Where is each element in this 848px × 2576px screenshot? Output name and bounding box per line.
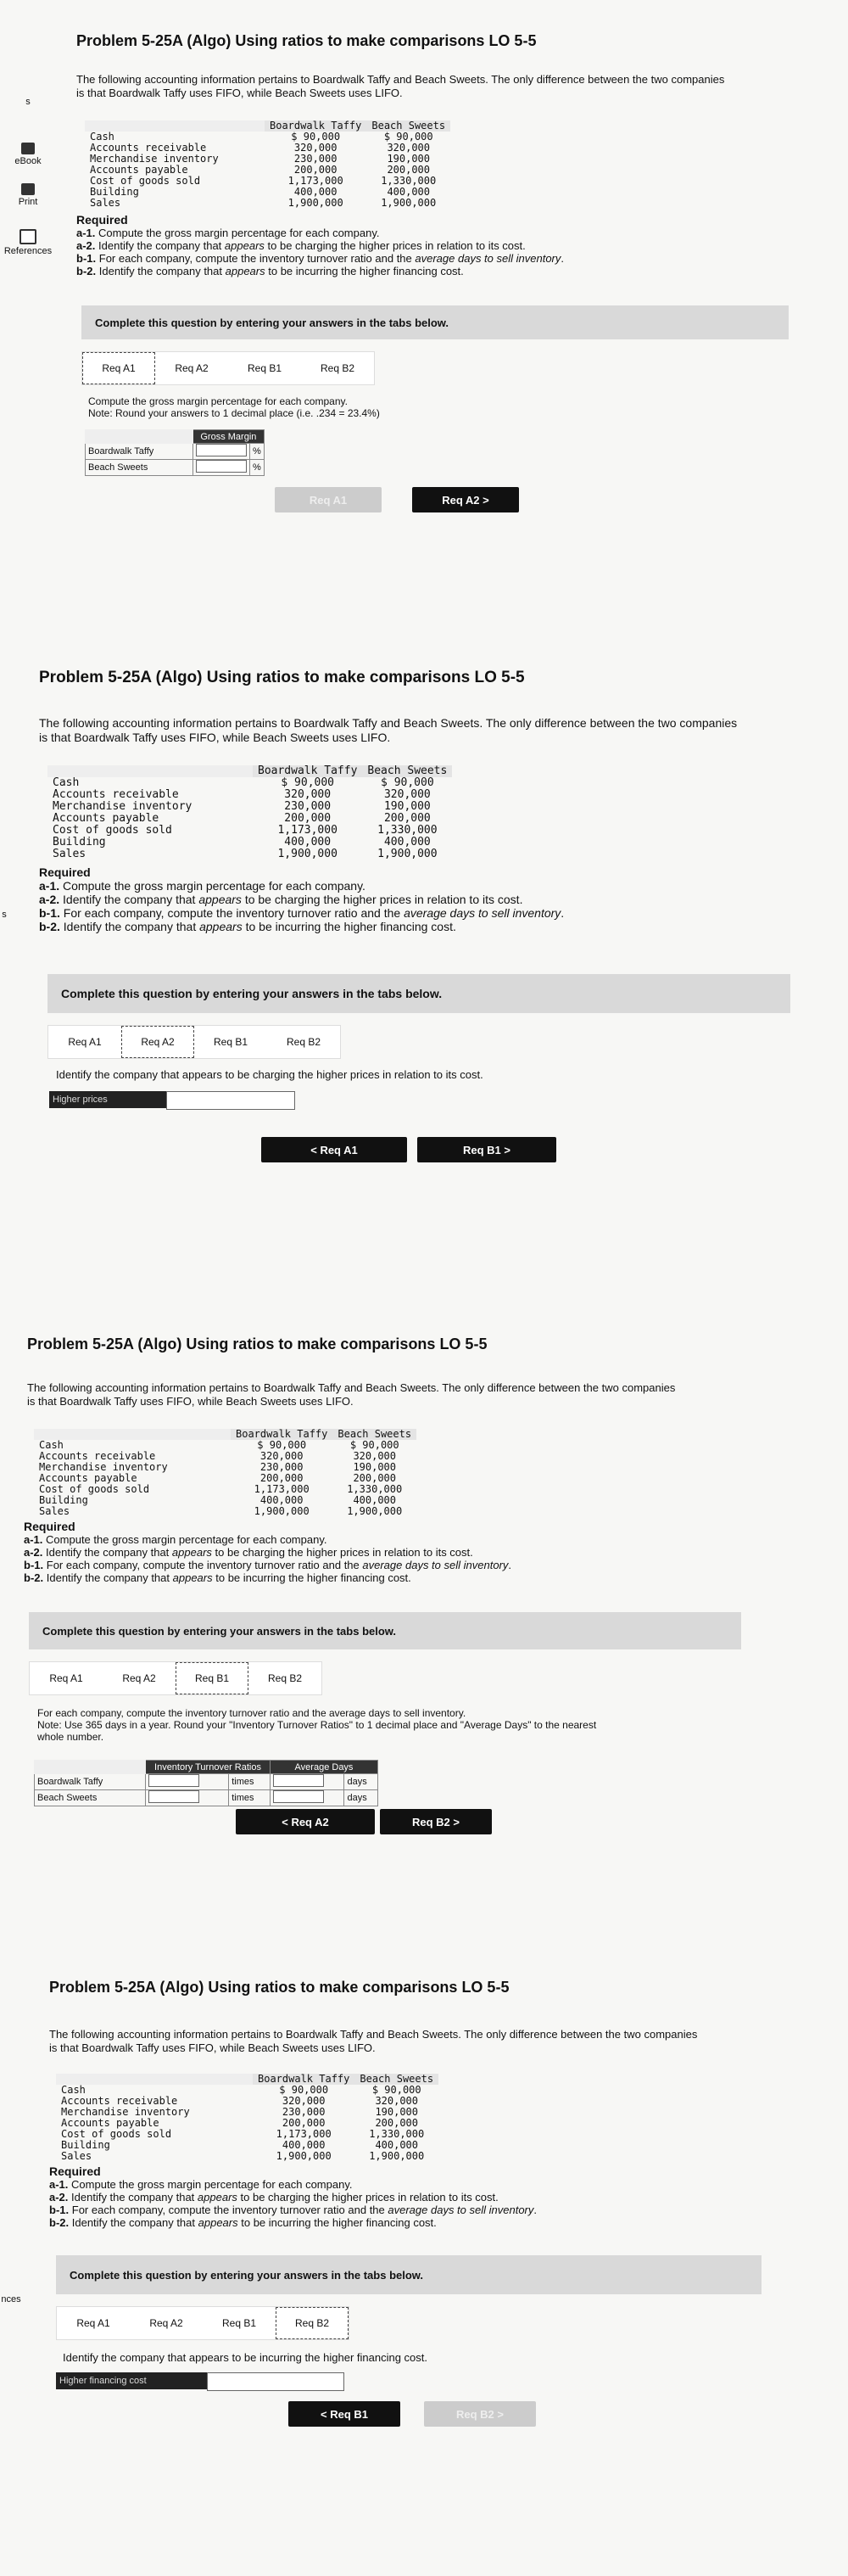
- tab-req-b2[interactable]: Req B2: [267, 1672, 303, 1684]
- boardwalk-value: $ 90,000: [281, 776, 335, 789]
- required-block-3: [24, 1520, 511, 1584]
- req-a2-instructions: Identify the company that appears to be charging the higher prices in relation to its cost.: [56, 1068, 483, 1081]
- req-b1-text: [76, 252, 564, 265]
- percent-unit-2: %: [250, 460, 265, 476]
- required-title: Required: [76, 213, 128, 227]
- beach-value: 1,330,000: [347, 1483, 403, 1495]
- page-title-2: Problem 5-25A (Algo) Using ratios to make comparisons LO 5-5: [39, 669, 525, 686]
- intro-line-1: The following accounting information pertains to Boardwalk Taffy and Beach Sweets. The only difference between the two companies: [49, 2028, 698, 2041]
- intro-line-1: The following accounting information pertains to Boardwalk Taffy and Beach Sweets. The only difference between the two companies: [76, 73, 725, 86]
- beach-value: 320,000: [353, 1450, 397, 1462]
- row-label: Merchandise inventory: [53, 800, 192, 813]
- row-label: Accounts receivable: [39, 1450, 156, 1462]
- beach-value: 1,330,000: [377, 824, 438, 837]
- table-row: [47, 837, 452, 848]
- beach-value: 320,000: [383, 788, 431, 801]
- req-a1-text: [76, 227, 564, 239]
- row-label: Sales: [39, 1505, 70, 1517]
- boardwalk-value: 320,000: [293, 142, 338, 154]
- row-label: Accounts payable: [53, 812, 159, 825]
- req-b2-em: appears: [225, 265, 265, 277]
- row-label: Cash: [90, 131, 114, 143]
- gross-margin-input-boardwalk[interactable]: [193, 444, 250, 460]
- column-header-boardwalk: Boardwalk Taffy: [253, 2074, 354, 2085]
- req-b2-pre: Identify the company that: [63, 920, 197, 933]
- req-a1-body: Compute the gross margin percentage for each company.: [63, 879, 365, 893]
- table-row: [85, 198, 450, 209]
- intro-text-3: [27, 1381, 675, 1408]
- beach-value: 200,000: [353, 1472, 397, 1484]
- req-a2-text: [76, 239, 564, 252]
- req-b1-post: .: [508, 1559, 511, 1571]
- days-input-boardwalk[interactable]: [271, 1774, 344, 1790]
- req-b1-em: average days to sell inventory: [404, 906, 561, 920]
- section-req-a2: [0, 653, 848, 1179]
- req-b1-post: .: [533, 2204, 537, 2216]
- column-header-boardwalk: Boardwalk Taffy: [253, 765, 362, 777]
- req-b2-text: [24, 1571, 511, 1584]
- answer-row-label-beach: Beach Sweets: [86, 460, 193, 476]
- tab-req-b2[interactable]: Req B2: [286, 1036, 321, 1048]
- table-row: [47, 777, 452, 789]
- column-header-beach: Beach Sweets: [362, 765, 452, 777]
- req-b2-post: to be incurring the higher financing cost.: [245, 920, 456, 933]
- financial-table: [85, 120, 450, 209]
- required-title: Required: [24, 1520, 75, 1533]
- beach-value: 190,000: [387, 153, 431, 165]
- answer-row-label-boardwalk: Boardwalk Taffy: [86, 444, 193, 460]
- row-label: Accounts payable: [90, 164, 188, 176]
- boardwalk-value: 1,900,000: [277, 848, 338, 860]
- req-b2-em: appears: [198, 2216, 238, 2229]
- req-b1-text: [49, 2204, 537, 2216]
- beach-value: $ 90,000: [371, 2084, 421, 2096]
- beach-value: 400,000: [387, 186, 431, 198]
- beach-value: 1,330,000: [369, 2128, 425, 2140]
- prev-req-a1-button[interactable]: Req A1: [275, 487, 382, 512]
- req-b1-text: [39, 906, 564, 920]
- req-b1-em: average days to sell inventory: [362, 1559, 509, 1571]
- table-row: [47, 813, 452, 825]
- req-b1-pre: For each company, compute the inventory turnover ratio and the: [71, 2204, 385, 2216]
- answer-header-blank: [86, 430, 193, 444]
- tab-req-b1[interactable]: Req B1: [176, 1662, 248, 1694]
- beach-value: 200,000: [375, 2117, 419, 2129]
- beach-value: 1,900,000: [377, 848, 438, 860]
- req-a2-text: [24, 1546, 511, 1559]
- turnover-input-boardwalk[interactable]: [146, 1774, 229, 1790]
- req-a1-tag: a-1.: [76, 227, 96, 239]
- higher-financing-select[interactable]: [207, 2372, 344, 2391]
- boardwalk-value: 400,000: [284, 836, 332, 848]
- section-req-a1: [0, 0, 848, 507]
- boardwalk-value: 1,900,000: [254, 1505, 310, 1517]
- references-label: References: [3, 246, 53, 256]
- req-a1-text: [49, 2178, 537, 2191]
- boardwalk-value: 1,173,000: [277, 824, 338, 837]
- row-label: Sales: [61, 2150, 92, 2162]
- table-row: [47, 848, 452, 860]
- row-label: Building: [61, 2139, 110, 2151]
- boardwalk-value: 1,173,000: [276, 2128, 332, 2140]
- req-b2-pre: Identify the company that: [46, 1571, 170, 1584]
- req-b2-tag: b-2.: [76, 265, 97, 277]
- intro-line-2: is that Boardwalk Taffy uses FIFO, while Beach Sweets uses LIFO.: [39, 731, 391, 744]
- req-b1-tag: b-1.: [49, 2204, 70, 2216]
- req-b1-post: .: [561, 906, 565, 920]
- gross-margin-header: Gross Margin: [193, 430, 265, 444]
- beach-value: 320,000: [387, 142, 431, 154]
- days-input-beach[interactable]: [271, 1790, 344, 1806]
- req-a2-text: [39, 893, 564, 906]
- req-b1-pre: For each company, compute the inventory turnover ratio and the: [46, 1559, 360, 1571]
- instructions-banner-4: Complete this question by entering your answers in the tabs below.: [56, 2255, 762, 2294]
- answer-row-label-beach: Beach Sweets: [35, 1790, 146, 1806]
- boardwalk-value: 230,000: [282, 2106, 326, 2118]
- table-row: [47, 801, 452, 813]
- boardwalk-value: $ 90,000: [279, 2084, 329, 2096]
- row-label: Cost of goods sold: [53, 824, 172, 837]
- req-b1-tag: b-1.: [24, 1559, 44, 1571]
- req-a1-instructions: [88, 395, 380, 419]
- row-label: Cost of goods sold: [90, 175, 201, 187]
- intro-text-4: [49, 2028, 697, 2055]
- section-req-b2: [0, 1952, 848, 2576]
- boardwalk-value: 400,000: [259, 1494, 304, 1506]
- tab-req-a2[interactable]: Req A2: [122, 1672, 156, 1684]
- beach-value: 200,000: [383, 812, 431, 825]
- row-label: Cash: [61, 2084, 86, 2096]
- intro-line-2: is that Boardwalk Taffy uses FIFO, while Beach Sweets uses LIFO.: [27, 1395, 354, 1408]
- req-a1-tag: a-1.: [49, 2178, 69, 2191]
- intro-line-2: is that Boardwalk Taffy uses FIFO, while Beach Sweets uses LIFO.: [49, 2041, 376, 2054]
- req-a2-em: appears: [224, 239, 265, 252]
- req-b1-tag: b-1.: [76, 252, 97, 265]
- row-label: Sales: [90, 197, 121, 209]
- beach-value: $ 90,000: [383, 131, 433, 143]
- page-title-3: Problem 5-25A (Algo) Using ratios to make comparisons LO 5-5: [27, 1336, 488, 1352]
- prev-req-a1-button-2[interactable]: < Req A1: [261, 1137, 407, 1162]
- column-header-boardwalk: Boardwalk Taffy: [265, 120, 366, 132]
- boardwalk-value: 1,900,000: [287, 197, 343, 209]
- section-req-b1: [0, 1324, 848, 1918]
- prev-req-a2-button[interactable]: < Req A2: [236, 1809, 375, 1834]
- req-b1-note: Note: Use 365 days in a year. Round your "Inventory Turnover Ratios" to 1 decimal place and "Average Days" to the nearest: [37, 1719, 597, 1731]
- beach-value: 190,000: [353, 1461, 397, 1473]
- turnover-ratio-header: Inventory Turnover Ratios: [146, 1761, 271, 1774]
- boardwalk-value: 200,000: [293, 164, 338, 176]
- req-a1-instruction-line: Compute the gross margin percentage for each company.: [88, 395, 348, 407]
- boardwalk-value: 200,000: [259, 1472, 304, 1484]
- instructions-banner: Complete this question by entering your answers in the tabs below.: [81, 305, 789, 339]
- rail-fragment-text-3: nces: [1, 2294, 21, 2304]
- row-label: Cash: [53, 776, 80, 789]
- answer-row-label-boardwalk: Boardwalk Taffy: [35, 1774, 146, 1790]
- boardwalk-value: 200,000: [282, 2117, 326, 2129]
- req-a2-em: appears: [198, 893, 242, 906]
- req-b2-pre: Identify the company that: [98, 265, 223, 277]
- req-a2-tag: a-2.: [49, 2191, 69, 2204]
- next-req-b2-button[interactable]: Req B2 >: [380, 1809, 492, 1834]
- rail-fragment-text-2: s: [2, 910, 7, 920]
- req-b2-pre: Identify the company that: [71, 2216, 196, 2229]
- beach-value: 200,000: [387, 164, 431, 176]
- gross-margin-input-beach[interactable]: [193, 460, 250, 476]
- req-a1-note: Note: Round your answers to 1 decimal place (i.e. .234 = 23.4%): [88, 407, 380, 419]
- row-label: Building: [53, 836, 106, 848]
- boardwalk-value: 320,000: [259, 1450, 304, 1462]
- answer-header-blank: [35, 1761, 146, 1774]
- required-block-4: [49, 2165, 537, 2229]
- req-b2-post: to be incurring the higher financing cost.: [215, 1571, 411, 1584]
- page-title: Problem 5-25A (Algo) Using ratios to make comparisons LO 5-5: [76, 32, 537, 49]
- req-a1-tag: a-1.: [24, 1533, 43, 1546]
- prev-req-b1-button[interactable]: < Req B1: [288, 2401, 400, 2427]
- financial-table-2: [47, 765, 452, 860]
- boardwalk-value: 1,173,000: [254, 1483, 310, 1495]
- row-label: Cost of goods sold: [39, 1483, 150, 1495]
- req-b1-text: [24, 1559, 511, 1571]
- boardwalk-value: $ 90,000: [257, 1439, 307, 1451]
- tab-req-b1[interactable]: Req B1: [221, 2317, 257, 2329]
- tab-req-a2[interactable]: Req A2: [149, 2317, 183, 2329]
- tab-req-b1[interactable]: Req B1: [213, 1036, 248, 1048]
- required-title: Required: [39, 865, 91, 879]
- req-b2-em: appears: [199, 920, 243, 933]
- beach-value: 190,000: [375, 2106, 419, 2118]
- financial-table-3: [34, 1429, 416, 1517]
- higher-prices-label: Higher prices: [49, 1091, 166, 1108]
- req-b2-tag: b-2.: [49, 2216, 70, 2229]
- req-b1-pre: For each company, compute the inventory turnover ratio and the: [63, 906, 401, 920]
- row-label: Cash: [39, 1439, 64, 1451]
- req-a2-tag: a-2.: [24, 1546, 43, 1559]
- tab-req-b1[interactable]: Req B1: [247, 362, 282, 374]
- row-label: Building: [39, 1494, 88, 1506]
- req-a1-text: [39, 879, 564, 893]
- boardwalk-value: 230,000: [284, 800, 332, 813]
- higher-prices-select[interactable]: [166, 1091, 295, 1110]
- row-label: Accounts payable: [39, 1472, 137, 1484]
- boardwalk-value: 320,000: [284, 788, 332, 801]
- column-header-beach: Beach Sweets: [332, 1429, 416, 1440]
- boardwalk-value: 1,173,000: [287, 175, 343, 187]
- req-b2-instructions: Identify the company that appears to be incurring the higher financing cost.: [63, 2351, 427, 2364]
- beach-value: 320,000: [375, 2095, 419, 2107]
- req-a1-body: Compute the gross margin percentage for each company.: [98, 227, 380, 239]
- intro-line-2: is that Boardwalk Taffy uses FIFO, while Beach Sweets uses LIFO.: [76, 87, 403, 99]
- required-block: [76, 214, 564, 277]
- next-req-b2-button-disabled[interactable]: Req B2 >: [424, 2401, 536, 2427]
- table-row: [47, 789, 452, 801]
- req-a1-body: Compute the gross margin percentage for each company.: [71, 2178, 353, 2191]
- intro-line-1: The following accounting information pertains to Boardwalk Taffy and Beach Sweets. The only difference between the two companies: [27, 1381, 676, 1394]
- page-title-4: Problem 5-25A (Algo) Using ratios to make comparisons LO 5-5: [49, 1979, 510, 1996]
- row-label: Merchandise inventory: [61, 2106, 190, 2118]
- instructions-banner-2: Complete this question by entering your answers in the tabs below.: [47, 974, 790, 1013]
- boardwalk-value: $ 90,000: [291, 131, 341, 143]
- req-b2-text: [49, 2216, 537, 2229]
- req-a2-pre: Identify the company that: [98, 239, 222, 252]
- rail-fragment-text: s: [25, 97, 31, 107]
- row-label: Cost of goods sold: [61, 2128, 172, 2140]
- req-a1-body: Compute the gross margin percentage for each company.: [46, 1533, 327, 1546]
- req-b2-tag: b-2.: [24, 1571, 44, 1584]
- column-header-beach: Beach Sweets: [366, 120, 450, 132]
- req-b2-post: to be incurring the higher financing cost.: [268, 265, 464, 277]
- req-b1-post: .: [561, 252, 564, 265]
- req-a1-tag: a-1.: [39, 879, 60, 893]
- row-label: Merchandise inventory: [90, 153, 219, 165]
- gross-margin-answer-table: [85, 429, 265, 476]
- beach-value: 1,900,000: [369, 2150, 425, 2162]
- req-a1-text: [24, 1533, 511, 1546]
- required-block-2: [39, 865, 564, 933]
- boardwalk-value: 400,000: [282, 2139, 326, 2151]
- req-a2-em: appears: [197, 2191, 237, 2204]
- req-a2-tag: a-2.: [39, 893, 60, 906]
- average-days-header: Average Days: [271, 1761, 378, 1774]
- row-label: Sales: [53, 848, 86, 860]
- boardwalk-value: 400,000: [293, 186, 338, 198]
- column-header-beach: Beach Sweets: [354, 2074, 438, 2085]
- intro-text: [76, 73, 724, 100]
- beach-value: 1,900,000: [347, 1505, 403, 1517]
- req-a2-pre: Identify the company that: [71, 2191, 195, 2204]
- table-header-blank: [47, 765, 253, 777]
- beach-value: $ 90,000: [349, 1439, 399, 1451]
- higher-financing-label: Higher financing cost: [56, 2372, 207, 2389]
- column-header-boardwalk: Boardwalk Taffy: [231, 1429, 332, 1440]
- beach-value: $ 90,000: [381, 776, 434, 789]
- row-label: Building: [90, 186, 139, 198]
- req-b1-em: average days to sell inventory: [388, 2204, 534, 2216]
- tab-req-a1[interactable]: Req A1: [82, 352, 155, 384]
- table-row: [47, 825, 452, 837]
- row-label: Accounts payable: [61, 2117, 159, 2129]
- print-label: Print: [18, 197, 38, 207]
- times-unit-1: times: [229, 1774, 271, 1790]
- tab-bar: [81, 351, 375, 385]
- next-req-b1-button[interactable]: Req B1 >: [417, 1137, 556, 1162]
- intro-line-1: The following accounting information pertains to Boardwalk Taffy and Beach Sweets. The only difference between the two companies: [39, 716, 738, 730]
- instructions-banner-3: Complete this question by entering your answers in the tabs below.: [29, 1612, 741, 1649]
- req-a2-text: [49, 2191, 537, 2204]
- boardwalk-value: 1,900,000: [276, 2150, 332, 2162]
- req-b1-instructions: [37, 1707, 596, 1743]
- req-a2-pre: Identify the company that: [46, 1546, 170, 1559]
- turnover-answer-table: [34, 1760, 378, 1806]
- tab-bar-3: [29, 1661, 322, 1695]
- beach-value: 400,000: [383, 836, 431, 848]
- row-label: Accounts receivable: [53, 788, 179, 801]
- beach-value: 1,900,000: [381, 197, 437, 209]
- boardwalk-value: 230,000: [293, 153, 338, 165]
- req-b2-tag: b-2.: [39, 920, 60, 933]
- req-a2-post: to be charging the higher prices in relation to its cost.: [240, 2191, 499, 2204]
- days-unit-1: days: [344, 1774, 378, 1790]
- higher-prices-row: [49, 1091, 295, 1110]
- req-a2-post: to be charging the higher prices in relation to its cost.: [215, 1546, 473, 1559]
- req-a2-post: to be charging the higher prices in relation to its cost.: [267, 239, 526, 252]
- req-b1-pre: For each company, compute the inventory turnover ratio and the: [98, 252, 412, 265]
- tab-req-b2[interactable]: Req B2: [320, 362, 355, 374]
- financial-table-4: [56, 2074, 438, 2162]
- higher-financing-row: [56, 2372, 344, 2391]
- req-b1-note-cont: whole number.: [37, 1731, 104, 1743]
- tab-req-b2[interactable]: Req B2: [276, 2307, 349, 2339]
- tab-req-a1[interactable]: Req A1: [49, 1672, 83, 1684]
- req-a2-post: to be charging the higher prices in relation to its cost.: [244, 893, 523, 906]
- beach-value: 1,330,000: [381, 175, 437, 187]
- next-req-a2-button[interactable]: Req A2 >: [412, 487, 519, 512]
- days-unit-2: days: [344, 1790, 378, 1806]
- row-label: Accounts receivable: [90, 142, 207, 154]
- ebook-label: eBook: [14, 156, 42, 166]
- req-b2-post: to be incurring the higher financing cost.: [241, 2216, 437, 2229]
- tab-req-a1[interactable]: Req A1: [76, 2317, 110, 2329]
- tab-req-a2[interactable]: Req A2: [121, 1026, 194, 1058]
- req-b2-text: [76, 265, 564, 277]
- beach-value: 400,000: [353, 1494, 397, 1506]
- beach-value: 190,000: [383, 800, 431, 813]
- row-label: Accounts receivable: [61, 2095, 178, 2107]
- boardwalk-value: 200,000: [284, 812, 332, 825]
- tab-req-a1[interactable]: Req A1: [68, 1036, 102, 1048]
- boardwalk-value: 230,000: [259, 1461, 304, 1473]
- boardwalk-value: 320,000: [282, 2095, 326, 2107]
- req-a2-tag: a-2.: [76, 239, 96, 252]
- req-a2-em: appears: [171, 1546, 212, 1559]
- tab-bar-4: [56, 2306, 349, 2340]
- row-label: Merchandise inventory: [39, 1461, 168, 1473]
- times-unit-2: times: [229, 1790, 271, 1806]
- beach-value: 400,000: [375, 2139, 419, 2151]
- req-b1-instruction-line: For each company, compute the inventory turnover ratio and the average days to sell inventory.: [37, 1707, 466, 1719]
- table-row: [34, 1506, 416, 1517]
- req-b2-em: appears: [172, 1571, 213, 1584]
- req-a2-pre: Identify the company that: [63, 893, 196, 906]
- tab-req-a2[interactable]: Req A2: [175, 362, 209, 374]
- turnover-input-beach[interactable]: [146, 1790, 229, 1806]
- percent-unit-1: %: [250, 444, 265, 460]
- tab-bar-2: [47, 1025, 341, 1059]
- req-b1-em: average days to sell inventory: [415, 252, 561, 265]
- intro-text-2: [39, 716, 737, 745]
- table-row: [56, 2151, 438, 2162]
- required-title: Required: [49, 2164, 101, 2178]
- req-b2-text: [39, 920, 564, 933]
- req-b1-tag: b-1.: [39, 906, 60, 920]
